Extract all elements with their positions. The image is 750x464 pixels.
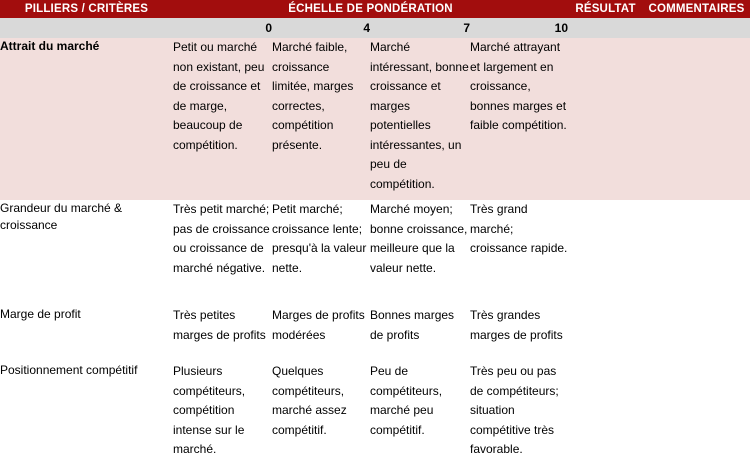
- descriptor-cell-0: Plusieurs compétiteurs, compétition intense sur le marché.: [173, 362, 272, 464]
- comment-input-cell[interactable]: [643, 38, 750, 200]
- descriptor-cell-4: Marché faible, croissance limitée, marges correctes, compétition présente.: [272, 38, 370, 200]
- criterion-label: Attrait du marché: [0, 38, 173, 200]
- scale-values-row: [0, 18, 750, 38]
- comment-input-cell[interactable]: [643, 362, 750, 464]
- descriptor-cell-7: Bonnes marges de profits: [370, 306, 470, 362]
- descriptor-cell-7: Marché moyen; bonne croissance, meilleure que la valeur nette.: [370, 200, 470, 306]
- scale-comments-spacer: [643, 18, 750, 38]
- table-row: [0, 38, 750, 200]
- scale-result-spacer: [568, 18, 643, 38]
- descriptor-cell-4: Quelques compétiteurs, marché assez compétitif.: [272, 362, 370, 464]
- scale-value-4: 4: [272, 18, 370, 38]
- scale-row-spacer: [0, 18, 173, 38]
- table-row: [0, 362, 750, 464]
- comment-input-cell[interactable]: [643, 306, 750, 362]
- scale-value-7: 7: [370, 18, 470, 38]
- descriptor-cell-0: Très petites marges de profits: [173, 306, 272, 362]
- descriptor-cell-7: Peu de compétiteurs, marché peu compétitif.: [370, 362, 470, 464]
- descriptor-cell-7: Marché intéressant, bonne croissance et marges potentielles intéressantes, un peu de compétition.: [370, 38, 470, 200]
- header-criteria: PILLIERS / CRITÈRES: [0, 0, 173, 18]
- scale-value-0: 0: [173, 18, 272, 38]
- header-weighting-scale: ÉCHELLE DE PONDÉRATION: [173, 0, 568, 18]
- scale-value-10: 10: [470, 18, 568, 38]
- descriptor-cell-10: Marché attrayant et largement en croissance, bonnes marges et faible compétition.: [470, 38, 568, 200]
- criterion-label: Grandeur du marché & croissance: [0, 200, 173, 306]
- descriptor-cell-0: Petit ou marché non existant, peu de croissance et de marge, beaucoup de compétition.: [173, 38, 272, 200]
- descriptor-cell-4: Petit marché; croissance lente; presqu'à la valeur nette.: [272, 200, 370, 306]
- result-input-cell[interactable]: [568, 362, 643, 464]
- table-header-row: [0, 0, 750, 18]
- result-input-cell[interactable]: [568, 200, 643, 306]
- result-input-cell[interactable]: [568, 38, 643, 200]
- comment-input-cell[interactable]: [643, 200, 750, 306]
- criterion-label: Positionnement compétitif: [0, 362, 173, 464]
- header-comments: COMMENTAIRES: [643, 0, 750, 18]
- result-input-cell[interactable]: [568, 306, 643, 362]
- descriptor-cell-10: Très grand marché; croissance rapide.: [470, 200, 568, 306]
- descriptor-cell-10: Très peu ou pas de compétiteurs; situation compétitive très favorable.: [470, 362, 568, 464]
- header-result: RÉSULTAT: [568, 0, 643, 18]
- descriptor-cell-0: Très petit marché; pas de croissance ou croissance de marché négative.: [173, 200, 272, 306]
- table-row: [0, 200, 750, 306]
- descriptor-cell-4: Marges de profits modérées: [272, 306, 370, 362]
- descriptor-cell-10: Très grandes marges de profits: [470, 306, 568, 362]
- table-row: [0, 306, 750, 362]
- criterion-label: Marge de profit: [0, 306, 173, 362]
